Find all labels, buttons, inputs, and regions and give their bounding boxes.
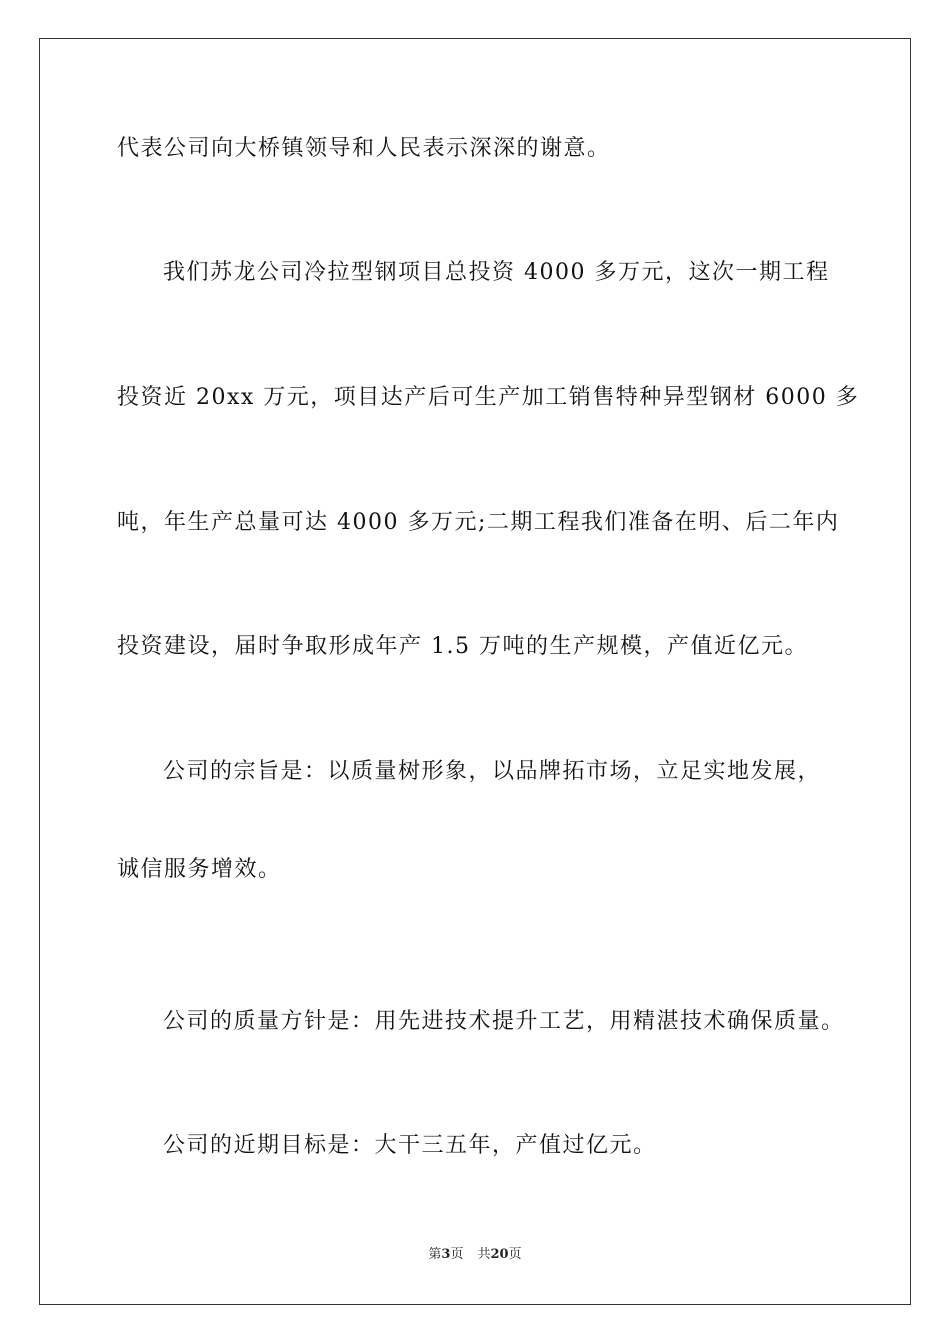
- paragraph-line: 吨，年生产总量可达 4000 多万元;二期工程我们准备在明、后二年内: [117, 510, 840, 535]
- paragraph-line: 投资建设，届时争取形成年产 1.5 万吨的生产规模，产值近亿元。: [117, 634, 808, 659]
- paragraph-line: 诚信服务增效。: [117, 857, 282, 882]
- page-prefix: 第: [428, 1247, 442, 1262]
- paragraph-line: 公司的宗旨是：以质量树形象，以品牌拓市场，立足实地发展，: [163, 759, 822, 784]
- page-number: 3: [441, 1247, 451, 1262]
- paragraph-line: 代表公司向大桥镇领导和人民表示深深的谢意。: [117, 136, 611, 161]
- page-border: [39, 38, 911, 1305]
- total-prefix: 共: [477, 1247, 491, 1262]
- total-pages: 20: [490, 1247, 509, 1262]
- paragraph-line: 投资近 20xx 万元，项目达产后可生产加工销售特种异型钢材 6000 多: [117, 385, 860, 410]
- paragraph-line: 公司的近期目标是：大干三五年，产值过亿元。: [163, 1133, 657, 1158]
- total-suffix: 页: [508, 1247, 522, 1262]
- paragraph-line: 我们苏龙公司冷拉型钢项目总投资 4000 多万元，这次一期工程: [163, 260, 830, 285]
- page-suffix: 页: [450, 1247, 464, 1262]
- paragraph-line: 公司的质量方针是：用先进技术提升工艺，用精湛技术确保质量。: [163, 1009, 845, 1034]
- page-footer: [0, 1246, 950, 1264]
